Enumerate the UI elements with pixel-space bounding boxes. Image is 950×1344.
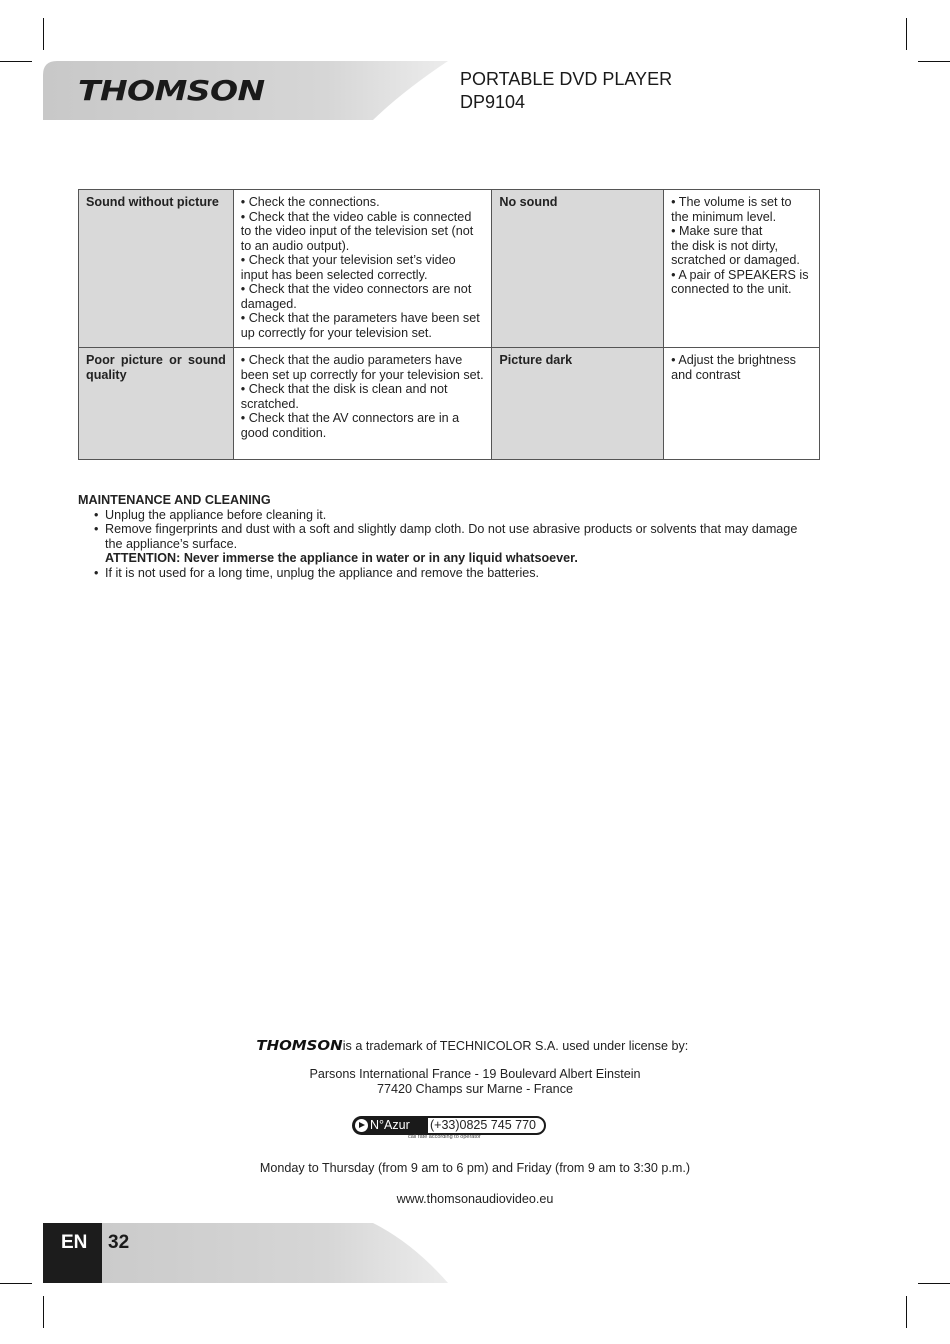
list-item-text: Remove fingerprints and dust with a soft and slightly damp cloth. Do not use abrasive products or solvents that may damage the appliance’s surface. <box>105 522 798 551</box>
problem-cell: Poor picture or sound quality <box>79 348 234 460</box>
list-item-text: If it is not used for a long time, unplug the appliance and remove the batteries. <box>105 565 540 580</box>
phone-number: (+33)0825 745 770 <box>426 1116 546 1135</box>
crop-mark <box>43 18 44 50</box>
trademark-text: is a trademark of TECHNICOLOR S.A. used under license by: <box>342 1039 689 1053</box>
website-link[interactable]: www.thomsonaudiovideo.eu <box>396 1192 554 1206</box>
list-item: • Unplug the appliance before cleaning it. <box>94 507 327 522</box>
azur-label: N°Azur <box>370 1118 410 1132</box>
opening-hours: Monday to Thursday (from 9 am to 6 pm) and Friday (from 9 am to 3:30 p.m.) <box>259 1161 691 1175</box>
problem-cell: Picture dark <box>492 348 664 460</box>
section-heading: MAINTENANCE AND CLEANING <box>78 493 271 507</box>
table-row <box>79 348 820 460</box>
table-row <box>79 190 820 348</box>
address-line-2: 77420 Champs sur Marne - France <box>377 1082 573 1096</box>
crop-mark <box>918 1283 950 1284</box>
list-item: • Remove fingerprints and dust with a soft and slightly damp cloth. Do not use abrasive products or solvents that may damage the appliance’s surface. ATTENTION: Never immerse the appliance in water or in any liquid whatsoever. <box>78 522 818 566</box>
problem-cell: Sound without picture <box>79 190 234 348</box>
call-rate-note: call rate according to operator <box>408 1134 481 1140</box>
list-item: • If it is not used for a long time, unplug the appliance and remove the batteries. <box>94 565 540 580</box>
solution-cell: • Adjust the brightness and contrast <box>664 348 820 460</box>
trademark-line <box>0 1039 950 1054</box>
solution-cell: • Check that the audio parameters have been set up correctly for your television set. • Check that the disk is clean and not scratched. • Check that the AV connectors are in a good condition. <box>233 348 492 460</box>
play-icon <box>355 1119 368 1132</box>
problem-cell: No sound <box>492 190 664 348</box>
page-number: 32 <box>108 1232 130 1253</box>
language-tab: EN <box>43 1223 102 1283</box>
product-model: DP9104 <box>460 92 526 112</box>
azur-phone-badge <box>352 1116 544 1140</box>
product-title <box>460 68 672 114</box>
maintenance-section <box>78 493 818 580</box>
maintenance-list <box>78 508 818 581</box>
solution-cell: • The volume is set to the minimum level. • Make sure that the disk is not dirty, scratched or damaged. • A pair of SPEAKERS is connected to the unit. <box>664 190 820 348</box>
footer-thomson-logo: THOMSON <box>256 1039 343 1054</box>
warning-text: ATTENTION: Never immerse the appliance in water or in any liquid whatsoever. <box>105 551 578 565</box>
product-type: PORTABLE DVD PLAYER <box>460 69 673 89</box>
crop-mark <box>906 1296 907 1328</box>
crop-mark <box>906 18 907 50</box>
azur-label-box <box>352 1116 428 1135</box>
crop-mark <box>918 61 950 62</box>
troubleshooting-table <box>78 189 820 460</box>
solution-cell: • Check the connections. • Check that the video cable is connected to the video input of the television set (not to an audio output). • Check that your television set’s video input has been selected correctly. • Check that the video connectors are not damaged. • Check that the parameters have been set up correctly for your television set. <box>233 190 492 348</box>
thomson-logo: THOMSON <box>78 74 265 107</box>
list-item-text: Unplug the appliance before cleaning it. <box>105 507 327 522</box>
footer-banner <box>43 1223 463 1283</box>
crop-mark <box>43 1296 44 1328</box>
crop-mark <box>0 61 32 62</box>
crop-mark <box>0 1283 32 1284</box>
address-line-1: Parsons International France - 19 Boulevard Albert Einstein <box>309 1067 641 1081</box>
